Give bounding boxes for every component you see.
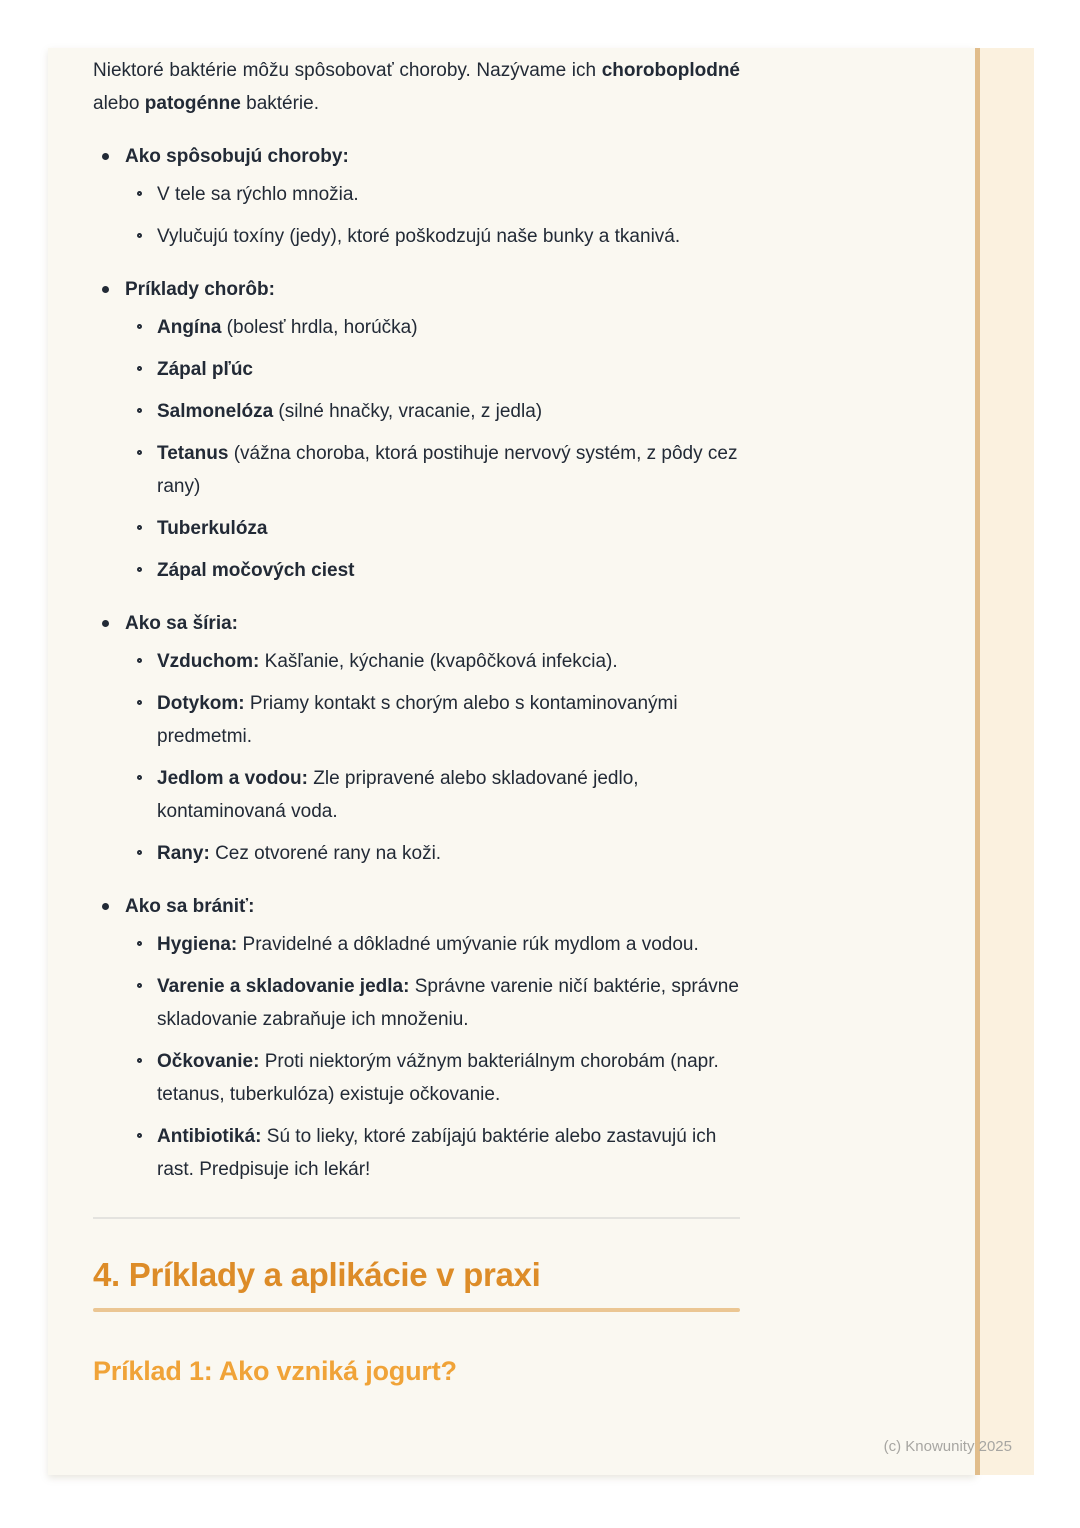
list-item xyxy=(93,837,740,870)
intro-paragraph: Niektoré baktérie môžu spôsobovať choroby. Nazývame ich choroboplodné alebo patogénne baktérie. xyxy=(93,60,740,114)
list-item xyxy=(93,928,740,961)
bullet-circle-icon xyxy=(137,450,142,455)
list-item xyxy=(93,970,740,1036)
group-title-text: Ako sa brániť: xyxy=(125,896,255,917)
list-item xyxy=(93,762,740,828)
bullet-circle-icon xyxy=(137,775,142,780)
group-title xyxy=(93,890,740,923)
section-divider xyxy=(93,1217,740,1219)
document-content xyxy=(48,48,785,1388)
list-item-text: Tuberkulóza xyxy=(157,518,268,539)
list-item-text: Tetanus (vážna choroba, ktorá postihuje nervový systém, z pôdy cez rany) xyxy=(157,443,738,497)
group-title xyxy=(93,273,740,306)
bullet-dot-icon xyxy=(102,286,109,293)
bullet-circle-icon xyxy=(137,1133,142,1138)
bullet-dot-icon xyxy=(102,903,109,910)
list-item-text: Varenie a skladovanie jedla: Správne varenie ničí baktérie, správne skladovanie zabraňuje ich množeniu. xyxy=(157,976,739,1030)
topic-list xyxy=(93,140,740,1186)
heading-underline-rule xyxy=(93,1308,740,1312)
bullet-circle-icon xyxy=(137,658,142,663)
list-item-text: Hygiena: Pravidelné a dôkladné umývanie rúk mydlom a vodou. xyxy=(157,934,699,955)
list-item-text: Angína (bolesť hrdla, horúčka) xyxy=(157,317,418,338)
list-item-text: Zápal močových ciest xyxy=(157,560,355,581)
group-title-text: Ako spôsobujú choroby: xyxy=(125,146,349,167)
list-item-text: Jedlom a vodou: Zle pripravené alebo skladované jedlo, kontaminovaná voda. xyxy=(157,768,639,822)
bullet-circle-icon xyxy=(137,233,142,238)
list-item-text: V tele sa rýchlo množia. xyxy=(157,184,359,205)
bullet-dot-icon xyxy=(102,620,109,627)
bullet-circle-icon xyxy=(137,983,142,988)
bullet-circle-icon xyxy=(137,1058,142,1063)
list-item xyxy=(93,220,740,253)
list-item xyxy=(93,395,740,428)
list-item-text: Salmonelóza (silné hnačky, vracanie, z jedla) xyxy=(157,401,543,422)
bullet-circle-icon xyxy=(137,191,142,196)
list-item xyxy=(93,437,740,503)
bullet-circle-icon xyxy=(137,567,142,572)
list-item xyxy=(93,353,740,386)
bullet-circle-icon xyxy=(137,941,142,946)
list-item-text: Dotykom: Priamy kontakt s chorým alebo s kontaminovanými predmetmi. xyxy=(157,693,678,747)
list-item xyxy=(93,178,740,211)
document-page xyxy=(48,48,975,1475)
copyright-footer: (c) Knowunity 2025 xyxy=(883,1438,1012,1455)
list-group xyxy=(93,140,740,253)
list-group xyxy=(93,890,740,1186)
bullet-circle-icon xyxy=(137,324,142,329)
list-group xyxy=(93,607,740,870)
list-item xyxy=(93,1120,740,1186)
list-item xyxy=(93,554,740,587)
list-item-text: Antibiotiká: Sú to lieky, ktoré zabíjajú baktérie alebo zastavujú ich rast. Predpisuje ich lekár! xyxy=(157,1126,717,1180)
group-title-text: Príklady chorôb: xyxy=(125,279,275,300)
list-item-text: Vylučujú toxíny (jedy), ktoré poškodzujú naše bunky a tkanivá. xyxy=(157,226,681,247)
bullet-dot-icon xyxy=(102,153,109,160)
list-item xyxy=(93,512,740,545)
bullet-circle-icon xyxy=(137,525,142,530)
list-item-text: Očkovanie: Proti niektorým vážnym bakteriálnym chorobám (napr. tetanus, tuberkulóza) existuje očkovanie. xyxy=(157,1051,719,1105)
bullet-circle-icon xyxy=(137,700,142,705)
list-item-text: Zápal pľúc xyxy=(157,359,254,380)
list-group xyxy=(93,273,740,587)
group-title xyxy=(93,140,740,173)
list-item xyxy=(93,687,740,753)
bullet-circle-icon xyxy=(137,366,142,371)
sub-heading: Príklad 1: Ako vzniká jogurt? xyxy=(93,1356,457,1386)
group-title xyxy=(93,607,740,640)
list-item xyxy=(93,311,740,344)
list-item xyxy=(93,1045,740,1111)
list-item-text: Vzduchom: Kašľanie, kýchanie (kvapôčková infekcia). xyxy=(157,651,618,672)
list-item-text: Rany: Cez otvorené rany na koži. xyxy=(157,843,442,864)
bullet-circle-icon xyxy=(137,408,142,413)
section-heading: 4. Príklady a aplikácie v praxi xyxy=(93,1256,541,1293)
group-title-text: Ako sa šíria: xyxy=(125,613,238,634)
list-item xyxy=(93,645,740,678)
bullet-circle-icon xyxy=(137,850,142,855)
next-page-edge-strip xyxy=(975,48,1034,1475)
